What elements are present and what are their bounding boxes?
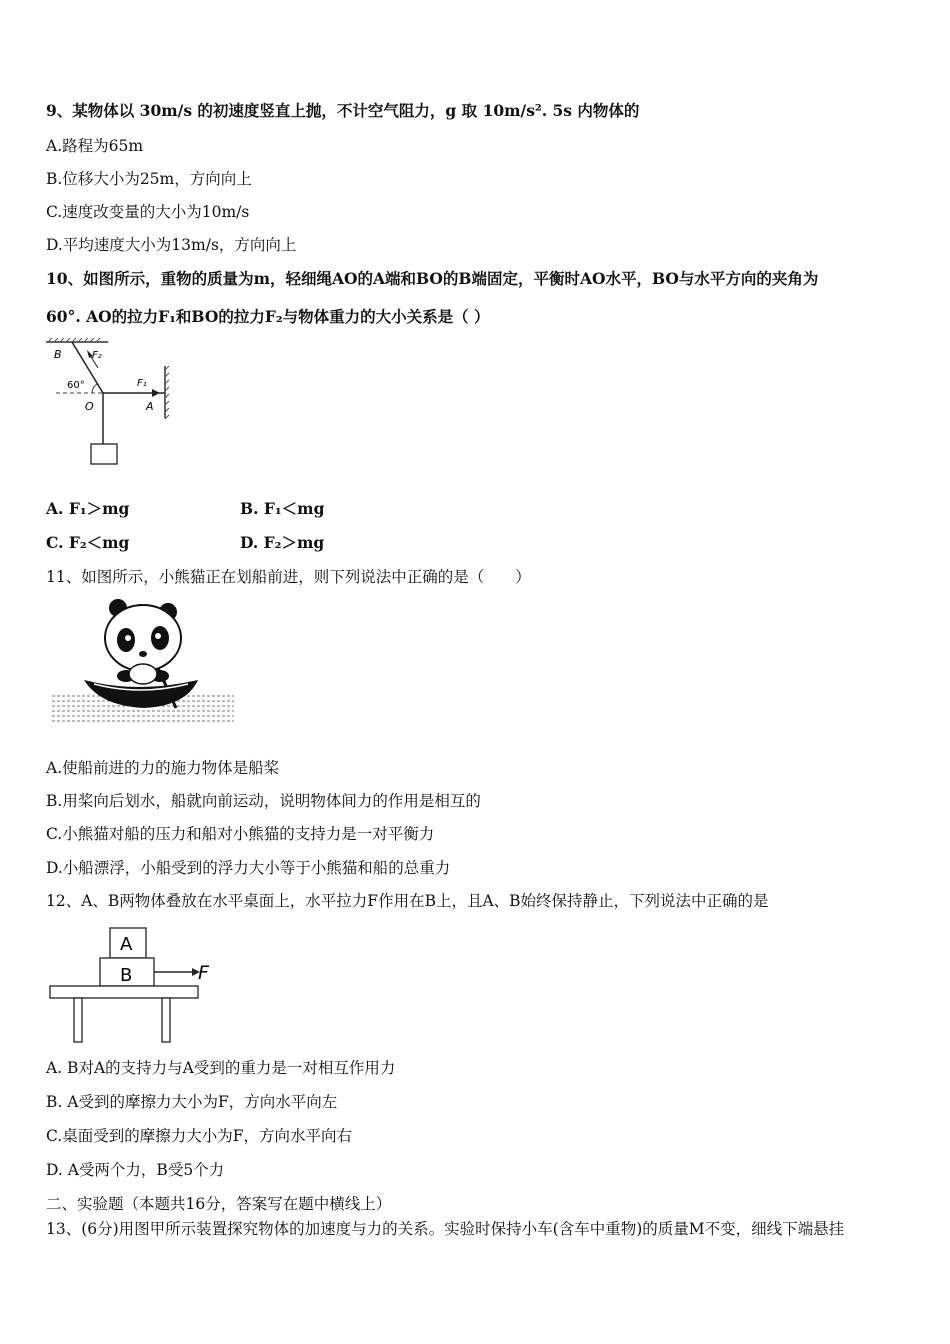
q13-stem: 13、(6分)用图甲所示装置探究物体的加速度与力的关系。实验时保持小车(含车中重物)的质量M不变，细线下端悬挂 [46,1220,845,1238]
q11-option-b: B.用桨向后划水，船就向前运动，说明物体间力的作用是相互的 [46,792,481,810]
q11-option-c: C.小熊猫对船的压力和船对小熊猫的支持力是一对平衡力 [46,825,435,843]
q9-option-c: C.速度改变量的大小为10m/s [46,203,250,221]
q10-rope-diagram [40,338,180,470]
label-f1: F₁ [137,378,147,389]
q12-option-c: C.桌面受到的摩擦力大小为F，方向水平向右 [46,1127,352,1145]
q10-option-c: C. F₂＜mg [46,533,130,552]
q11-stem: 11、如图所示，小熊猫正在划船前进，则下列说法中正确的是（ ） [46,568,531,586]
q12-option-d: D. A受两个力，B受5个力 [46,1161,225,1179]
force-f-label: F [198,962,209,984]
q12-option-a: A. B对A的支持力与A受到的重力是一对相互作用力 [46,1059,396,1077]
q9-stem: 9、某物体以 30m/s 的初速度竖直上抛，不计空气阻力，g 取 10m/s². 5s 内物体的 [46,101,640,120]
section-title: 二、实验题（本题共16分，答案写在题中横线上） [46,1195,392,1213]
q12-option-b: B. A受到的摩擦力大小为F，方向水平向左 [46,1093,338,1111]
label-o: O [85,400,94,413]
block-a-label: A [120,934,133,955]
q11-option-a: A.使船前进的力的施力物体是船桨 [46,759,280,777]
q11-option-d: D.小船漂浮，小船受到的浮力大小等于小熊猫和船的总重力 [46,859,451,877]
q10-option-a: A. F₁＞mg [46,499,130,518]
label-b: B [54,348,62,361]
label-angle: 60° [67,380,85,391]
label-f2: F₂ [92,350,102,361]
q9-option-a: A.路程为65m [46,137,144,155]
q10-stem-line2: 60°. AO的拉力F₁和BO的拉力F₂与物体重力的大小关系是（ ） [46,307,490,326]
q12-stem: 12、A、B两物体叠放在水平桌面上，水平拉力F作用在B上，且A、B始终保持静止，下列说法中正确的是 [46,892,769,910]
label-a: A [146,400,154,413]
q10-stem-line1: 10、如图所示，重物的质量为m，轻细绳AO的A端和BO的B端固定，平衡时AO水平，BO与水平方向的夹角为 [46,269,819,288]
q10-option-b: B. F₁＜mg [240,499,325,518]
q12-blocks-diagram [46,924,226,1046]
q9-option-b: B.位移大小为25m，方向向上 [46,170,252,188]
q9-option-d: D.平均速度大小为13m/s，方向向上 [46,236,297,254]
block-b-label: B [120,965,133,986]
q10-option-d: D. F₂＞mg [240,533,325,552]
panda-boat-image [48,598,238,728]
